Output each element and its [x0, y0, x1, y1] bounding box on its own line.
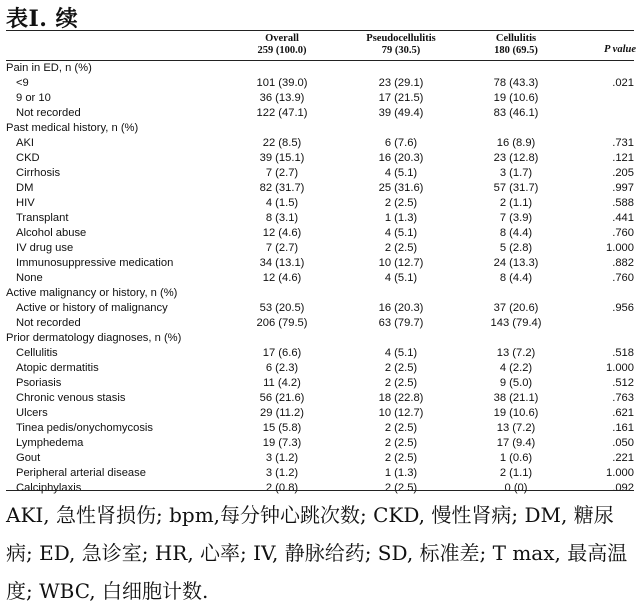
table-row	[6, 271, 634, 286]
row-label: Not recorded	[16, 317, 81, 329]
table-title: 表I. 续	[6, 6, 79, 32]
p-value: 1.000	[606, 362, 634, 374]
cellulitis-value: 17 (9.4)	[496, 437, 536, 449]
overall-value: 8 (3.1)	[265, 212, 299, 224]
pseudocellulitis-value: 2 (2.5)	[384, 437, 418, 449]
p-value: .621	[612, 407, 634, 419]
pseudocellulitis-value: 23 (29.1)	[378, 77, 424, 89]
pseudocellulitis-value: 2 (2.5)	[384, 197, 418, 209]
table-row	[6, 436, 634, 451]
table-row	[6, 106, 634, 121]
header-p-value: P value	[604, 44, 636, 55]
pseudocellulitis-value: 18 (22.8)	[378, 392, 424, 404]
p-value: 1.000	[606, 242, 634, 254]
table-body	[6, 61, 634, 496]
header-overall-title: Overall	[265, 33, 299, 44]
table-row	[6, 316, 634, 331]
overall-value: 4 (1.5)	[265, 197, 299, 209]
pseudocellulitis-value: 2 (2.5)	[384, 422, 418, 434]
row-label: Prior dermatology diagnoses, n (%)	[6, 332, 182, 344]
row-label: AKI	[16, 137, 35, 149]
overall-value: 36 (13.9)	[259, 92, 305, 104]
p-value: .997	[612, 182, 634, 194]
overall-value: 12 (4.6)	[262, 227, 302, 239]
cellulitis-value: 8 (4.4)	[499, 272, 533, 284]
p-value: .441	[612, 212, 634, 224]
p-value: .161	[612, 422, 634, 434]
row-label: CKD	[16, 152, 40, 164]
overall-value: 101 (39.0)	[256, 77, 308, 89]
row-label: Not recorded	[16, 107, 81, 119]
table-row	[6, 481, 634, 496]
overall-value: 56 (21.6)	[259, 392, 305, 404]
p-value: .760	[612, 227, 634, 239]
row-label: Lymphedema	[16, 437, 84, 449]
overall-value: 29 (11.2)	[260, 407, 304, 419]
table-row	[6, 406, 634, 421]
cellulitis-value: 1 (0.6)	[499, 452, 533, 464]
p-value: .092	[612, 482, 634, 494]
pseudocellulitis-value: 4 (5.1)	[384, 272, 418, 284]
overall-value: 3 (1.2)	[265, 467, 299, 479]
pseudocellulitis-value: 10 (12.7)	[378, 407, 424, 419]
pseudocellulitis-value: 6 (7.6)	[384, 137, 418, 149]
overall-value: 7 (2.7)	[265, 167, 299, 179]
cellulitis-value: 7 (3.9)	[499, 212, 533, 224]
table-row	[6, 451, 634, 466]
pseudocellulitis-value: 39 (49.4)	[378, 107, 424, 119]
cellulitis-value: 143 (79.4)	[490, 317, 542, 329]
table-row	[6, 256, 634, 271]
section-header-row	[6, 331, 634, 346]
table-row	[6, 421, 634, 436]
row-label: Pain in ED, n (%)	[6, 62, 92, 74]
overall-value: 11 (4.2)	[263, 377, 301, 389]
cellulitis-value: 8 (4.4)	[499, 227, 533, 239]
cellulitis-value: 19 (10.6)	[493, 407, 539, 419]
row-label: 9 or 10	[16, 92, 51, 104]
overall-value: 6 (2.3)	[265, 362, 299, 374]
footnote: AKI, 急性肾损伤; bpm,每分钟心跳次数; CKD, 慢性肾病; DM, 糖尿病; ED, 急诊室; HR, 心率; IV, 静脉给药; SD, 标准差; T max, 最高温度; WBC, 白细胞计数.	[6, 503, 628, 603]
p-value: .512	[612, 377, 634, 389]
header-cellulitis-title: Cellulitis	[495, 33, 537, 44]
row-label: Ulcers	[16, 407, 48, 419]
cellulitis-value: 2 (1.1)	[499, 467, 533, 479]
overall-value: 2 (0.8)	[265, 482, 299, 494]
pseudocellulitis-value: 2 (2.5)	[384, 362, 418, 374]
pseudocellulitis-value: 1 (1.3)	[384, 212, 418, 224]
p-value: .760	[612, 272, 634, 284]
table-row	[6, 91, 634, 106]
overall-value: 122 (47.1)	[256, 107, 308, 119]
cellulitis-value: 38 (21.1)	[493, 392, 539, 404]
pseudocellulitis-value: 25 (31.6)	[378, 182, 424, 194]
row-label: Tinea pedis/onychomycosis	[16, 422, 154, 434]
cellulitis-value: 0 (0)	[504, 482, 528, 494]
pseudocellulitis-value: 10 (12.7)	[378, 257, 424, 269]
row-label: Cellulitis	[16, 347, 58, 359]
table-row	[6, 196, 634, 211]
row-label: Gout	[16, 452, 41, 464]
row-label: Atopic dermatitis	[16, 362, 99, 374]
p-value: .121	[612, 152, 634, 164]
p-value: .021	[612, 77, 634, 89]
cellulitis-value: 83 (46.1)	[493, 107, 539, 119]
cellulitis-value: 4 (2.2)	[499, 362, 533, 374]
header-cellulitis-count: 180 (69.5)	[494, 45, 538, 56]
overall-value: 12 (4.6)	[262, 272, 302, 284]
header-pseudocellulitis-title: Pseudocellulitis	[366, 33, 436, 44]
p-value: .205	[612, 167, 634, 179]
row-label: Immunosuppressive medication	[16, 257, 174, 269]
cellulitis-value: 13 (7.2)	[496, 422, 536, 434]
overall-value: 17 (6.6)	[262, 347, 302, 359]
cellulitis-value: 57 (31.7)	[493, 182, 539, 194]
table-row	[6, 181, 634, 196]
p-value: .518	[612, 347, 634, 359]
pseudocellulitis-value: 4 (5.1)	[384, 347, 418, 359]
overall-value: 39 (15.1)	[259, 152, 305, 164]
overall-value: 206 (79.5)	[256, 317, 308, 329]
overall-value: 19 (7.3)	[262, 437, 302, 449]
p-value: .956	[612, 302, 634, 314]
cellulitis-value: 78 (43.3)	[493, 77, 539, 89]
p-value: .588	[612, 197, 634, 209]
pseudocellulitis-value: 1 (1.3)	[384, 467, 418, 479]
cellulitis-value: 9 (5.0)	[499, 377, 533, 389]
pseudocellulitis-value: 16 (20.3)	[378, 302, 424, 314]
cellulitis-value: 24 (13.3)	[493, 257, 539, 269]
row-label: Chronic venous stasis	[16, 392, 126, 404]
row-label: Active malignancy or history, n (%)	[6, 287, 178, 299]
cellulitis-value: 3 (1.7)	[499, 167, 533, 179]
section-header-row	[6, 286, 634, 301]
row-label: Past medical history, n (%)	[6, 122, 139, 134]
row-label: HIV	[16, 197, 35, 209]
pseudocellulitis-value: 4 (5.1)	[384, 227, 418, 239]
overall-value: 82 (31.7)	[259, 182, 305, 194]
p-value: 1.000	[606, 467, 634, 479]
p-value: .731	[612, 137, 634, 149]
pseudocellulitis-value: 4 (5.1)	[384, 167, 418, 179]
row-label: Calciphylaxis	[16, 482, 82, 494]
table-row	[6, 226, 634, 241]
pseudocellulitis-value: 2 (2.5)	[384, 377, 418, 389]
overall-value: 15 (5.8)	[262, 422, 302, 434]
overall-value: 34 (13.1)	[259, 257, 305, 269]
row-label: None	[16, 272, 43, 284]
pseudocellulitis-value: 2 (2.5)	[384, 482, 418, 494]
header-overall-count: 259 (100.0)	[257, 45, 307, 56]
cellulitis-value: 2 (1.1)	[499, 197, 533, 209]
table-row	[6, 391, 634, 406]
p-value: .050	[612, 437, 634, 449]
row-label: Transplant	[16, 212, 69, 224]
header-pseudocellulitis-count: 79 (30.5)	[381, 45, 421, 56]
cellulitis-value: 19 (10.6)	[493, 92, 539, 104]
cellulitis-value: 23 (12.8)	[493, 152, 539, 164]
overall-value: 3 (1.2)	[265, 452, 299, 464]
cellulitis-value: 5 (2.8)	[499, 242, 533, 254]
row-label: DM	[16, 182, 34, 194]
row-label: Alcohol abuse	[16, 227, 87, 239]
cellulitis-value: 37 (20.6)	[493, 302, 539, 314]
row-label: Peripheral arterial disease	[16, 467, 146, 479]
section-header-row	[6, 61, 634, 76]
row-label: Active or history of malignancy	[16, 302, 168, 314]
table-row	[6, 136, 634, 151]
pseudocellulitis-value: 17 (21.5)	[378, 92, 424, 104]
p-value: .221	[612, 452, 634, 464]
table-row	[6, 211, 634, 226]
table-row	[6, 241, 634, 256]
row-label: Cirrhosis	[16, 167, 61, 179]
table-row	[6, 376, 634, 391]
table-header	[6, 32, 634, 58]
table-row	[6, 466, 634, 481]
header-pseudocellulitis	[346, 33, 456, 57]
cellulitis-value: 16 (8.9)	[496, 137, 536, 149]
cellulitis-value: 13 (7.2)	[496, 347, 536, 359]
table-row	[6, 76, 634, 91]
table-row	[6, 166, 634, 181]
header-overall	[252, 33, 312, 57]
row-label: IV drug use	[16, 242, 74, 254]
header-cellulitis	[486, 33, 546, 57]
pseudocellulitis-value: 2 (2.5)	[384, 242, 418, 254]
overall-value: 53 (20.5)	[259, 302, 305, 314]
p-value: .763	[612, 392, 634, 404]
pseudocellulitis-value: 16 (20.3)	[378, 152, 424, 164]
overall-value: 7 (2.7)	[265, 242, 299, 254]
row-label: Psoriasis	[16, 377, 62, 389]
pseudocellulitis-value: 2 (2.5)	[384, 452, 418, 464]
section-header-row	[6, 121, 634, 136]
table-row	[6, 301, 634, 316]
row-label: <9	[16, 77, 29, 89]
p-value: .882	[612, 257, 634, 269]
bottom-rule	[6, 490, 634, 491]
overall-value: 22 (8.5)	[262, 137, 302, 149]
table-row	[6, 346, 634, 361]
table-row	[6, 151, 634, 166]
table-row	[6, 361, 634, 376]
pseudocellulitis-value: 63 (79.7)	[378, 317, 424, 329]
top-rule	[6, 30, 634, 31]
